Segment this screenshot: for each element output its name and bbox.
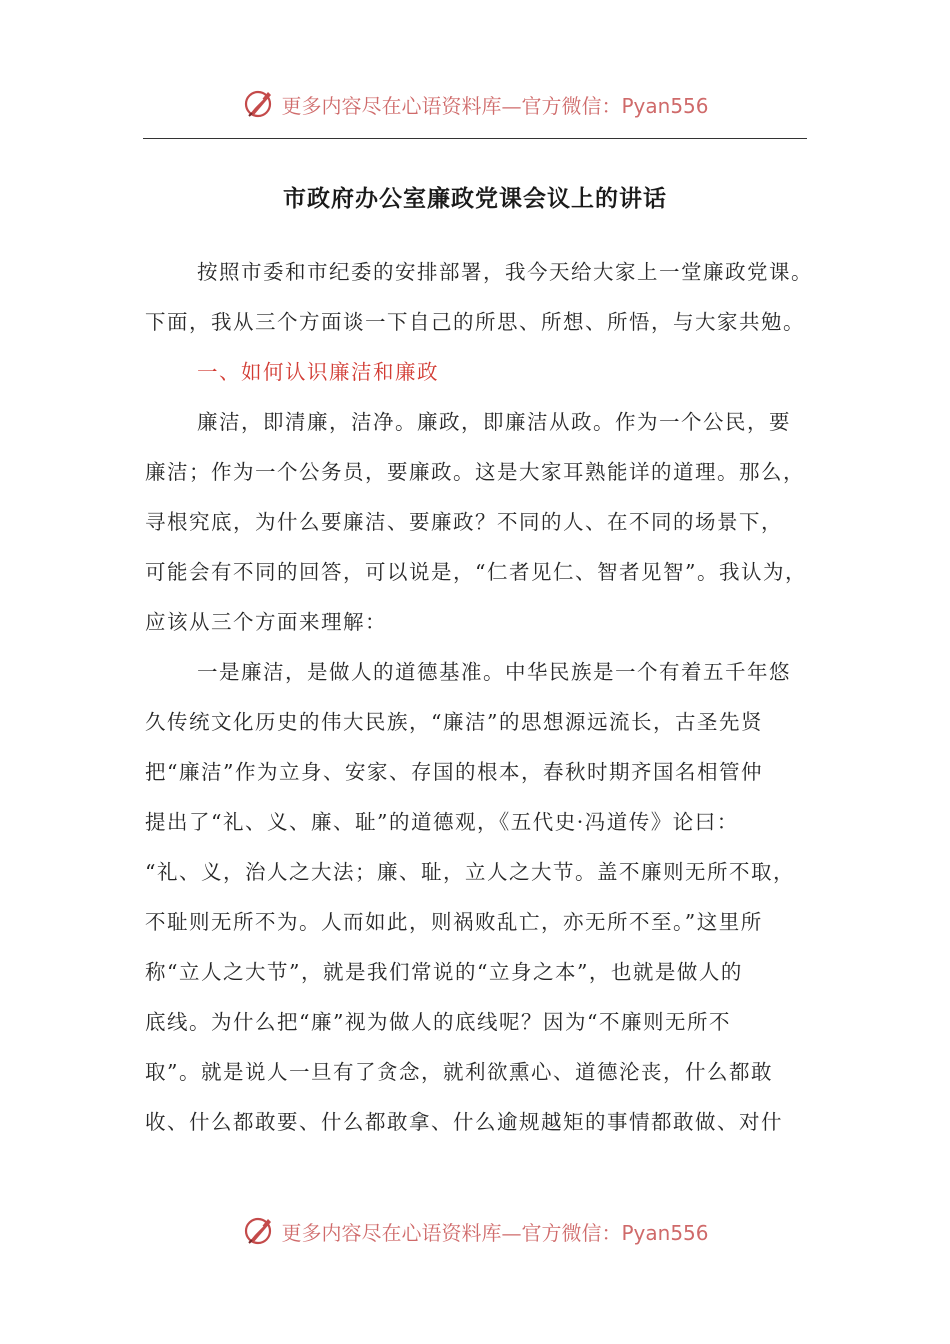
quill-logo-icon bbox=[241, 1213, 277, 1249]
body-line: 收、什么都敢要、什么都敢拿、什么逾规越矩的事情都敢做、对什 bbox=[145, 1110, 783, 1134]
document-title: 市政府办公室廉政党课会议上的讲话 bbox=[283, 185, 667, 212]
body-line: 下面，我从三个方面谈一下自己的所思、所想、所悟，与大家共勉。 bbox=[145, 310, 805, 334]
body-line: 久传统文化历史的伟大民族，“廉洁”的思想源远流长，古圣先贤 bbox=[145, 710, 763, 734]
body-line: 一是廉洁，是做人的道德基准。中华民族是一个有着五千年悠 bbox=[197, 660, 791, 684]
body-line: 提出了“礼、义、廉、耻”的道德观，《五代史·冯道传》论曰： bbox=[145, 810, 739, 834]
watermark-wechat-id: Pyan556 bbox=[621, 93, 709, 118]
section-heading: 一、如何认识廉洁和廉政 bbox=[197, 360, 439, 384]
body-line: 按照市委和市纪委的安排部署，我今天给大家上一堂廉政党课。 bbox=[197, 260, 813, 284]
document-body bbox=[145, 247, 815, 1147]
body-line: 取”。就是说人一旦有了贪念，就利欲熏心、道德沦丧，什么都敢 bbox=[145, 1060, 773, 1084]
body-line: 把“廉洁”作为立身、安家、存国的根本，春秋时期齐国名相管仲 bbox=[145, 760, 763, 784]
body-line: 应该从三个方面来理解： bbox=[145, 610, 387, 634]
header-watermark bbox=[0, 84, 950, 124]
quill-logo-icon bbox=[241, 86, 277, 122]
footer-watermark-inner bbox=[241, 1213, 708, 1249]
watermark-text bbox=[281, 90, 708, 119]
body-line: 廉洁；作为一个公务员，要廉政。这是大家耳熟能详的道理。那么， bbox=[145, 460, 805, 484]
body-line: 不耻则无所不为。人而如此，则祸败乱亡，亦无所不至。”这里所 bbox=[145, 910, 763, 934]
watermark-wechat-id: Pyan556 bbox=[621, 1220, 709, 1245]
body-line: 可能会有不同的回答，可以说是，“仁者见仁、智者见智”。我认为， bbox=[145, 560, 807, 584]
watermark-label: 更多内容尽在心语资料库—官方微信： bbox=[281, 93, 622, 118]
header-watermark-inner bbox=[241, 86, 708, 122]
body-line: 寻根究底，为什么要廉洁、要廉政？不同的人、在不同的场景下， bbox=[145, 510, 783, 534]
header-rule bbox=[143, 138, 807, 139]
watermark-text bbox=[281, 1217, 708, 1246]
body-line: 底线。为什么把“廉”视为做人的底线呢？因为“不廉则无所不 bbox=[145, 1010, 731, 1034]
body-line: “礼、义，治人之大法；廉、耻，立人之大节。盖不廉则无所不取， bbox=[145, 860, 795, 884]
body-line: 称“立人之大节”，就是我们常说的“立身之本”，也就是做人的 bbox=[145, 960, 743, 984]
footer-watermark bbox=[0, 1211, 950, 1251]
body-line: 廉洁，即清廉，洁净。廉政，即廉洁从政。作为一个公民，要 bbox=[197, 410, 791, 434]
watermark-label: 更多内容尽在心语资料库—官方微信： bbox=[281, 1220, 622, 1245]
